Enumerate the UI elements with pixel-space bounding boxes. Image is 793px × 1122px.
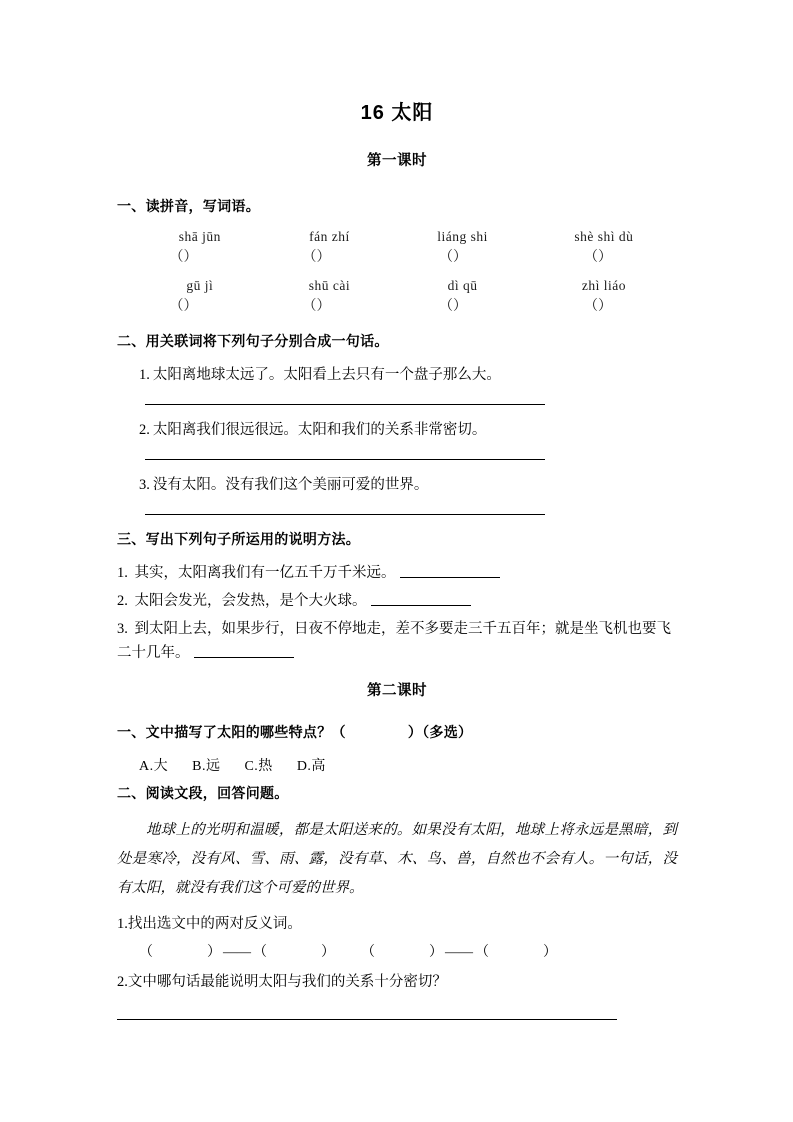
question-item — [117, 419, 677, 443]
option-c[interactable]: C.热 — [244, 759, 273, 775]
pinyin-cell: dì qū — [447, 278, 478, 293]
bracket-close: ） — [316, 299, 331, 314]
lesson-two-heading: 第二课时 — [367, 683, 427, 700]
item-text: 其实，太阳离我们有一亿五千万千米远。 — [134, 564, 396, 581]
question-item — [117, 364, 677, 388]
bracket-close: ） — [598, 250, 612, 265]
bracket-close: ） — [598, 299, 612, 314]
bracket-open: （ — [584, 299, 598, 314]
antonym-bracket[interactable] — [139, 945, 221, 960]
bracket-open: （ — [253, 945, 267, 960]
antonym-dash: —— — [223, 945, 251, 960]
section-combine-heading: 二、用关联词将下列句子分别合成一句话。 — [117, 333, 389, 349]
section-explanation-heading: 三、写出下列句子所运用的说明方法。 — [117, 530, 361, 547]
bracket-close: ） — [207, 945, 221, 960]
question-item — [117, 590, 677, 614]
item-number: 3. — [139, 476, 150, 493]
option-d[interactable]: D.高 — [296, 759, 326, 775]
answer-write-line[interactable] — [145, 514, 545, 515]
section-pinyin-heading: 一、读拼音，写词语。 — [117, 198, 260, 214]
antonym-bracket[interactable] — [361, 945, 443, 960]
lesson-one-heading: 第一课时 — [367, 153, 427, 169]
answer-bracket[interactable] — [383, 295, 523, 315]
item-text: 太阳会发光，会发热，是个大火球。 — [134, 592, 367, 609]
pinyin-row — [117, 229, 677, 245]
bracket-close: ） — [183, 299, 198, 314]
section-multichoice-heading — [117, 722, 677, 743]
bracket-close: ） — [183, 250, 198, 265]
bracket-close: ） — [453, 299, 467, 314]
item-number: 1. — [117, 564, 128, 581]
answer-bracket-row — [117, 246, 677, 266]
question-item — [117, 474, 677, 498]
answer-bracket-row — [117, 295, 677, 315]
inline-answer-blank[interactable] — [371, 593, 471, 606]
answer-bracket[interactable] — [117, 246, 250, 266]
answer-bracket[interactable] — [117, 295, 250, 315]
item-text: 到太阳上去，如果步行，日夜不停地走，差不多要走三千五百年；就是坐飞机也要飞二十几年。 — [117, 620, 671, 661]
reading-question-2: 2.文中哪句话最能说明太阳与我们的关系十分密切？ — [117, 974, 447, 990]
antonym-answer-row — [117, 941, 677, 961]
question-item — [117, 618, 677, 666]
bracket-open: （ — [439, 299, 453, 314]
pinyin-cell: shā jūn — [178, 229, 221, 244]
item-number: 1. — [139, 367, 150, 383]
pinyin-exercise — [117, 229, 677, 315]
option-b[interactable]: B.远 — [192, 759, 221, 775]
pinyin-cell: gū jì — [186, 278, 214, 293]
bracket-open: （ — [439, 250, 453, 265]
section-combine-sentences — [117, 331, 677, 515]
pinyin-cell: shè shì dù — [574, 229, 634, 244]
section-multichoice — [117, 722, 677, 775]
item-number: 2. — [139, 421, 150, 438]
answer-bracket[interactable] — [523, 246, 673, 266]
item-text: 太阳离地球太远了。太阳看上去只有一个盘子那么大。 — [152, 367, 501, 383]
item-number: 2. — [117, 592, 128, 609]
bracket-close: ） — [316, 250, 331, 265]
pinyin-cell: zhì liáo — [581, 278, 626, 293]
pinyin-cell: liáng shi — [437, 229, 488, 244]
bracket-open: （ — [361, 945, 375, 960]
item-text: 没有太阳。没有我们这个美丽可爱的世界。 — [152, 476, 429, 493]
answer-write-line[interactable] — [145, 404, 545, 405]
inline-answer-blank[interactable] — [400, 565, 500, 578]
reading-question-1: 1.找出选文中的两对反义词。 — [117, 916, 302, 933]
bracket-open: （ — [169, 250, 184, 265]
answer-bracket[interactable] — [250, 295, 383, 315]
antonym-bracket[interactable] — [253, 945, 335, 960]
antonym-dash: —— — [445, 945, 473, 960]
bracket-open: （ — [475, 945, 489, 960]
answer-write-line[interactable] — [145, 459, 545, 460]
section-pinyin — [117, 196, 677, 315]
section-explanation-methods — [117, 529, 677, 666]
option-a[interactable]: A.大 — [139, 759, 169, 775]
answer-bracket[interactable] — [250, 246, 383, 266]
section-reading-heading: 二、阅读文段，回答问题。 — [117, 785, 289, 802]
bracket-close: ） — [543, 945, 557, 960]
antonym-bracket[interactable] — [475, 945, 557, 960]
bracket-open: （ — [584, 250, 598, 265]
multichoice-question-open: 一、文中描写了太阳的哪些特点？（ — [117, 724, 346, 741]
inline-answer-blank[interactable] — [194, 645, 294, 658]
section-reading — [117, 783, 677, 1019]
bracket-close: ） — [321, 945, 335, 960]
item-text: 太阳离我们很远很远。太阳和我们的关系非常密切。 — [152, 421, 487, 438]
bracket-open: （ — [302, 299, 317, 314]
pinyin-row — [117, 278, 677, 294]
reading-passage: 地球上的光明和温暖，都是太阳送来的。如果没有太阳，地球上将永远是黑暗，到处是寒冷，没有风、雪、雨、露，没有草、木、鸟、兽，自然也不会有人。一句话，没有太阳，就没有我们这个可爱的世界。 — [117, 822, 677, 897]
bracket-open: （ — [169, 299, 184, 314]
bracket-open: （ — [139, 945, 153, 960]
pinyin-cell: shū cài — [308, 278, 351, 293]
answer-bracket[interactable] — [383, 246, 523, 266]
item-number: 3. — [117, 620, 128, 637]
option-list — [117, 755, 677, 775]
answer-write-line[interactable] — [117, 1019, 617, 1020]
bracket-open: （ — [302, 250, 317, 265]
pinyin-cell: fán zhí — [309, 229, 350, 244]
bracket-close: ） — [453, 250, 467, 265]
worksheet-content — [117, 90, 677, 1034]
page-title: 16 太阳 — [360, 102, 434, 124]
question-item — [117, 562, 677, 586]
answer-bracket[interactable] — [523, 295, 673, 315]
multichoice-question-close: ）（多选） — [407, 724, 473, 741]
bracket-close: ） — [429, 945, 443, 960]
